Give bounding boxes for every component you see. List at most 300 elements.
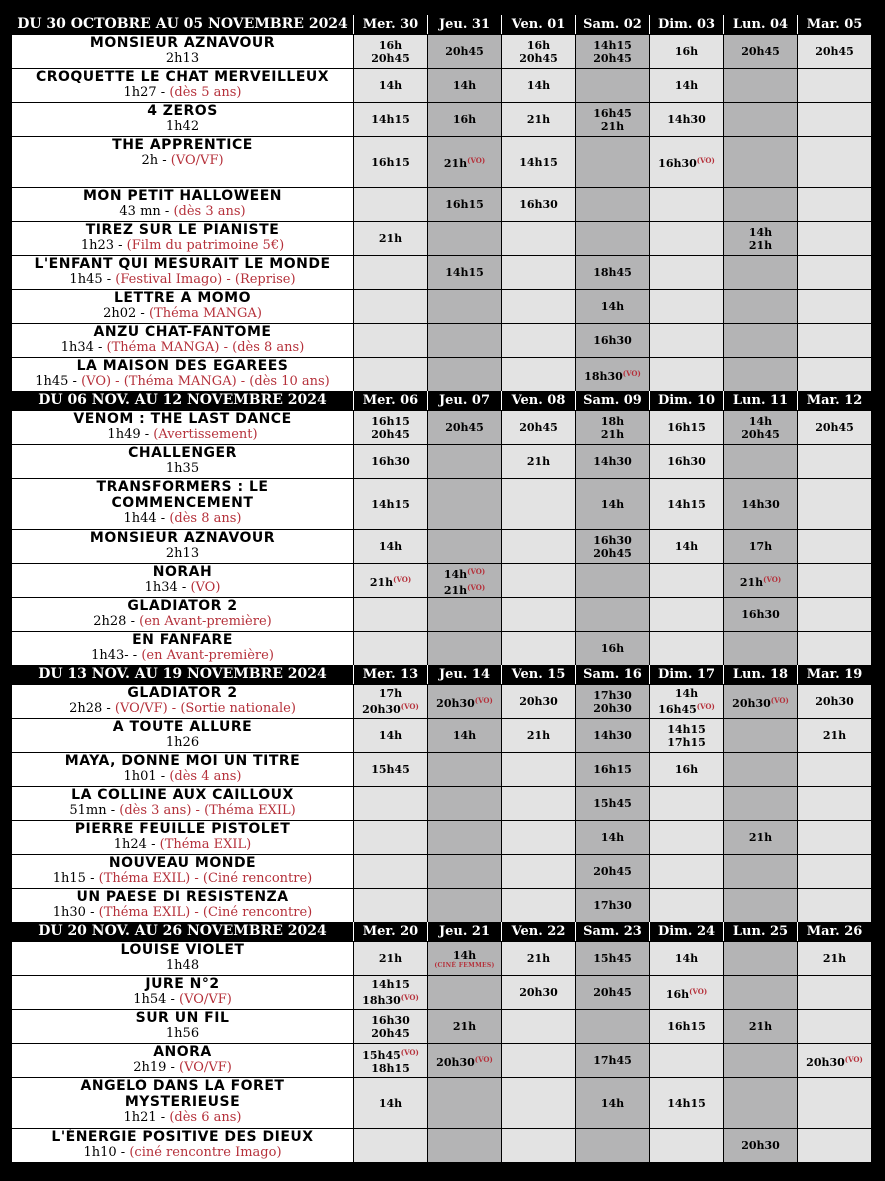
showtime: 16h: [452, 113, 477, 126]
showtime-cell: [723, 222, 797, 255]
showtime-cell: [427, 479, 501, 529]
version-tag: (VO): [844, 1054, 863, 1064]
showtime-cell: [797, 35, 871, 68]
film-title: TIREZ SUR LE PIANISTE: [85, 222, 280, 238]
showtime-cell: [427, 324, 501, 357]
showtime-cell: [353, 290, 427, 323]
showtime-cell: [797, 632, 871, 665]
showtime-cell: [575, 188, 649, 221]
film-meta: [12, 1026, 353, 1042]
week-block: [12, 922, 872, 1162]
showtime-cell: [649, 787, 723, 820]
film-title: EN FANFARE: [132, 632, 233, 648]
showtime-cell: [723, 35, 797, 68]
showtime-cell: [353, 137, 427, 187]
film-title: ANGELO DANS LA FORET: [80, 1078, 285, 1094]
showtime-cell: [353, 445, 427, 478]
showtime: 14h15: [371, 497, 410, 511]
showtime-cell: [501, 103, 575, 136]
film-title: LOUISE VIOLET: [120, 942, 245, 958]
film-row: [12, 718, 872, 752]
showtime-cell: [427, 69, 501, 102]
film-duration: 1h15: [52, 871, 86, 886]
film-info: [12, 256, 353, 289]
showtime: 14h: [452, 79, 477, 92]
showtime-cell: [649, 358, 723, 391]
showtime-cell: [427, 222, 501, 255]
film-duration: 1h49: [107, 427, 141, 442]
day-header: Jeu. 21: [427, 922, 501, 941]
showtime: 20h45: [371, 427, 410, 441]
day-header: Ven. 22: [501, 922, 575, 941]
showtime: 20h45: [593, 986, 632, 999]
showtime-cell: [723, 1129, 797, 1162]
film-row: [12, 786, 872, 820]
day-header: Mer. 13: [353, 665, 427, 684]
film-title: PIERRE FEUILLE PISTOLET: [74, 821, 291, 837]
day-header: Mar. 19: [797, 665, 871, 684]
showtime-cell: [501, 1010, 575, 1043]
showtime-cell: [501, 445, 575, 478]
showtime-cell: [427, 35, 501, 68]
day-header: Mar. 12: [797, 391, 871, 410]
film-duration: 1h21: [123, 1110, 157, 1125]
film-tags: (Théma EXIL) - (Ciné rencontre): [98, 905, 313, 920]
film-title: UN PAESE DI RESISTENZA: [76, 889, 289, 905]
showtime: 18h15: [371, 1062, 410, 1075]
film-info: [12, 1129, 353, 1162]
week-range: DU 20 NOV. AU 26 NOVEMBRE 2024: [12, 922, 353, 941]
version-tag: (VO): [622, 368, 641, 378]
film-title: MONSIEUR AZNAVOUR: [89, 530, 276, 546]
day-header: Dim. 17: [649, 665, 723, 684]
showtime-cell: [797, 445, 871, 478]
showtime-cell: [427, 685, 501, 718]
film-tags: (Avertissement): [153, 427, 258, 442]
showtime-cell: [649, 222, 723, 255]
showtime: 21h: [600, 427, 625, 441]
showtime: 16h30: [667, 455, 706, 468]
showtime-note: (CINÉ FEMMES): [434, 961, 495, 969]
showtime: $21h^{(VO)}$: [443, 156, 486, 170]
film-row: [12, 1009, 872, 1043]
day-header: Mer. 20: [353, 922, 427, 941]
showtime-cell: [501, 632, 575, 665]
showtime: $14h^{(VO)}$: [443, 566, 486, 581]
showtime: 16h: [674, 763, 699, 776]
film-duration: 1h48: [165, 958, 200, 973]
showtime: 15h45: [593, 797, 632, 810]
showtime-cell: [575, 479, 649, 529]
showtime-cell: [353, 719, 427, 752]
showtime-cell: [723, 324, 797, 357]
film-meta: [12, 51, 353, 67]
film-info: [12, 358, 353, 391]
showtime-cell: [353, 632, 427, 665]
showtime-cell: [649, 137, 723, 187]
showtime: 16h15: [593, 763, 632, 776]
showtime-cell: [353, 685, 427, 718]
showtime-cell: [797, 821, 871, 854]
showtime-cell: [575, 69, 649, 102]
day-header: Jeu. 14: [427, 665, 501, 684]
showtime-cell: [353, 976, 427, 1009]
showtime: 14h15: [667, 722, 706, 736]
showtime-cell: [427, 632, 501, 665]
showtime-cell: [501, 855, 575, 888]
film-info: [12, 632, 353, 665]
showtime-cell: [797, 1010, 871, 1043]
showtime-cell: [427, 889, 501, 922]
showtime-cell: [649, 719, 723, 752]
showtime: 16h15: [371, 155, 410, 169]
showtime-cell: [575, 35, 649, 68]
showtime: 16h45: [593, 106, 632, 120]
week-block: [12, 391, 872, 665]
showtime-cell: [501, 719, 575, 752]
showtime-cell: [723, 479, 797, 529]
showtime: 20h30: [815, 695, 854, 708]
film-duration: 1h44: [123, 511, 157, 526]
day-header: Dim. 24: [649, 922, 723, 941]
version-tag: (VO): [696, 702, 715, 711]
showtime-cell: [353, 530, 427, 563]
showtime-cell: [723, 685, 797, 718]
showtime-cell: [797, 479, 871, 529]
film-row: [12, 631, 872, 665]
showtime-cell: [797, 188, 871, 221]
showtime: 16h15: [371, 414, 410, 428]
showtime-cell: [501, 222, 575, 255]
showtime-cell: [427, 855, 501, 888]
day-header: Ven. 08: [501, 391, 575, 410]
showtime: 14h: [378, 79, 403, 92]
showtime: 14h: [378, 1096, 403, 1110]
film-row: [12, 136, 872, 187]
film-duration: 1h27: [123, 85, 157, 100]
showtime-cell: [427, 942, 501, 975]
film-meta: 51mn - (dès 3 ans) - (Théma EXIL): [69, 803, 296, 818]
film-title: L'ÉNERGIE POSITIVE DES DIEUX: [51, 1129, 314, 1145]
week-range: DU 30 OCTOBRE AU 05 NOVEMBRE 2024: [12, 15, 353, 34]
showtime: 21h: [748, 238, 773, 252]
showtime: 16h: [526, 38, 551, 52]
film-info: [12, 753, 353, 786]
film-duration: 2h: [141, 153, 159, 168]
showtime: 14h: [378, 540, 403, 553]
showtime: $21h^{(VO)}$: [369, 574, 412, 589]
film-meta: 1h45 - (Festival Imago) - (Reprise): [69, 272, 296, 287]
showtime-cell: [649, 685, 723, 718]
film-info: [12, 889, 353, 922]
week-header: [12, 922, 872, 941]
showtime-cell: [575, 976, 649, 1009]
schedule-sheet: [12, 15, 872, 1162]
showtime-cell: [575, 855, 649, 888]
showtime-cell: [723, 530, 797, 563]
showtime: 14h30: [593, 455, 632, 468]
showtime: 21h: [526, 455, 551, 468]
showtime: 16h30: [741, 608, 780, 621]
film-title: MONSIEUR AZNAVOUR: [89, 35, 276, 51]
showtime-cell: [501, 976, 575, 1009]
showtime-cell: [353, 35, 427, 68]
showtime: 16h15: [667, 421, 706, 434]
day-header: Sam. 23: [575, 922, 649, 941]
film-title: TRANSFORMERS : LE: [96, 479, 269, 495]
showtime-cell: [427, 103, 501, 136]
showtime-cell: [649, 1010, 723, 1043]
film-title: CROQUETTE LE CHAT MERVEILLEUX: [35, 69, 330, 85]
showtime-cell: [427, 411, 501, 444]
showtime-cell: [797, 1044, 871, 1077]
showtime: 21h: [600, 119, 625, 133]
showtime-cell: [575, 290, 649, 323]
showtime-cell: [797, 222, 871, 255]
showtime-cell: [797, 753, 871, 786]
showtime-cell: [797, 256, 871, 289]
showtime-cell: [575, 358, 649, 391]
showtime-cell: [723, 1044, 797, 1077]
showtime: 14h: [748, 414, 773, 428]
showtime: 14h: [674, 952, 699, 965]
film-meta: 1h54 - (VO/VF): [133, 992, 232, 1007]
showtime-cell: [501, 35, 575, 68]
showtime-cell: [575, 632, 649, 665]
film-tags: (VO/VF): [179, 1060, 232, 1075]
film-title: LA COLLINE AUX CAILLOUX: [71, 787, 294, 803]
showtime-cell: [501, 479, 575, 529]
showtime-cell: [353, 598, 427, 631]
showtime: $20h30^{(VO)}$: [806, 1054, 863, 1069]
showtime-cell: [427, 1010, 501, 1043]
showtime-cell: [427, 290, 501, 323]
film-row: [12, 34, 872, 68]
showtime-cell: [649, 290, 723, 323]
showtime: 17h15: [667, 735, 706, 749]
showtime: 17h30: [593, 688, 632, 702]
day-header: Ven. 15: [501, 665, 575, 684]
showtime: 20h45: [445, 45, 484, 58]
week-block: [12, 665, 872, 922]
week-block: [12, 15, 872, 391]
film-row: [12, 1043, 872, 1077]
film-title: COMMENCEMENT: [111, 495, 254, 511]
showtime-cell: [649, 69, 723, 102]
showtime: 14h: [600, 1096, 625, 1110]
film-row: [12, 975, 872, 1009]
showtime-cell: [353, 256, 427, 289]
showtime-cell: [427, 976, 501, 1009]
showtime-cell: [797, 564, 871, 597]
showtime-cell: [501, 889, 575, 922]
version-tag: (VO): [474, 695, 493, 705]
film-meta: [12, 119, 353, 135]
film-info: [12, 719, 353, 752]
day-header: Sam. 02: [575, 15, 649, 34]
week-range: DU 13 NOV. AU 19 NOVEMBRE 2024: [12, 665, 353, 684]
film-info: [12, 222, 353, 255]
showtime: 18h: [600, 414, 625, 428]
film-info: [12, 290, 353, 323]
showtime: 14h: [600, 300, 625, 313]
showtime: 17h30: [593, 899, 632, 912]
film-meta: 1h44 - (dès 8 ans): [123, 511, 242, 526]
film-row: [12, 289, 872, 323]
film-tags: (VO): [190, 580, 221, 595]
showtime: 17h: [378, 687, 403, 700]
showtime-cell: [353, 222, 427, 255]
showtime-cell: [649, 324, 723, 357]
film-duration: 1h56: [165, 1026, 200, 1041]
showtime-cell: [501, 787, 575, 820]
film-row: [12, 684, 872, 718]
film-duration: 43 mn: [119, 204, 161, 219]
day-header: Lun. 18: [723, 665, 797, 684]
film-meta: 2h19 - (VO/VF): [133, 1060, 232, 1075]
showtime: 21h: [748, 831, 773, 844]
film-title: ANORA: [153, 1044, 212, 1060]
film-info: [12, 1044, 353, 1077]
film-row: [12, 357, 872, 391]
film-tags: (Théma MANGA) - (dès 8 ans): [106, 340, 305, 355]
showtime: $20h30^{(VO)}$: [362, 702, 419, 716]
showtime-cell: [353, 324, 427, 357]
showtime-cell: [353, 69, 427, 102]
film-meta: 1h15 - (Théma EXIL) - (Ciné rencontre): [52, 871, 313, 886]
showtime: 14h: [748, 225, 773, 239]
showtime-cell: [723, 256, 797, 289]
showtime-cell: [649, 855, 723, 888]
showtime: 20h30: [519, 986, 558, 999]
showtime-cell: [575, 324, 649, 357]
showtime-cell: [575, 787, 649, 820]
film-duration: 2h28: [69, 701, 103, 716]
showtime-cell: [353, 1010, 427, 1043]
showtime-cell: [353, 787, 427, 820]
film-row: [12, 563, 872, 597]
film-duration: 1h30: [52, 905, 86, 920]
showtime-cell: [575, 256, 649, 289]
showtime-cell: [649, 1078, 723, 1128]
showtime-cell: [501, 324, 575, 357]
showtime: 14h30: [741, 497, 780, 511]
day-header: Jeu. 07: [427, 391, 501, 410]
showtime: $20h30^{(VO)}$: [732, 695, 789, 710]
film-meta: 1h27 - (dès 5 ans): [123, 85, 242, 100]
film-title: MON PETIT HALLOWEEN: [82, 188, 282, 204]
film-meta: 2h28 - (VO/VF) - (Sortie nationale): [69, 701, 296, 716]
showtime: $16h^{(VO)}$: [665, 986, 708, 1001]
day-header: Lun. 25: [723, 922, 797, 941]
showtime-cell: [797, 685, 871, 718]
film-title: L'ENFANT QUI MESURAIT LE MONDE: [34, 256, 331, 272]
showtime-cell: [797, 324, 871, 357]
showtime-cell: [501, 821, 575, 854]
showtime-cell: [649, 35, 723, 68]
showtime-cell: [649, 411, 723, 444]
showtime: 20h45: [371, 1026, 410, 1040]
film-meta: 1h01 - (dès 4 ans): [123, 769, 242, 784]
day-header: Ven. 01: [501, 15, 575, 34]
film-meta: 1h34 - (Théma MANGA) - (dès 8 ans): [60, 340, 305, 355]
showtime-cell: [575, 530, 649, 563]
day-header: Mer. 06: [353, 391, 427, 410]
showtime: 20h45: [593, 546, 632, 560]
showtime-cell: [649, 632, 723, 665]
film-duration: 1h54: [133, 992, 167, 1007]
showtime-cell: [427, 1044, 501, 1077]
film-duration: 1h45: [69, 272, 103, 287]
showtime-cell: [353, 942, 427, 975]
film-info: [12, 976, 353, 1009]
showtime: 14h15: [667, 1096, 706, 1110]
showtime: 17h: [748, 540, 773, 553]
film-info: [12, 188, 353, 221]
film-meta: 1h24 - (Théma EXIL): [113, 837, 252, 852]
film-duration: 2h02: [103, 306, 137, 321]
film-meta: 1h45 - (VO) - (Théma MANGA) - (dès 10 ans): [35, 374, 330, 389]
version-tag: (VO): [393, 574, 412, 584]
film-duration: 1h34: [144, 580, 178, 595]
film-info: [12, 821, 353, 854]
film-meta: [12, 735, 353, 751]
film-info: [12, 855, 353, 888]
film-duration: 1h23: [80, 238, 114, 253]
film-info: [12, 103, 353, 136]
showtime-cell: [649, 479, 723, 529]
day-header: Jeu. 31: [427, 15, 501, 34]
showtime: 14h: [378, 729, 403, 742]
showtime: 20h30: [519, 695, 558, 708]
showtime-cell: [723, 942, 797, 975]
showtime: 21h: [378, 952, 403, 965]
day-header: Dim. 03: [649, 15, 723, 34]
showtime-cell: [723, 564, 797, 597]
showtime: 14h: [526, 79, 551, 92]
showtime-cell: [575, 889, 649, 922]
version-tag: (VO): [467, 582, 486, 592]
showtime-cell: [649, 976, 723, 1009]
showtime-cell: [575, 103, 649, 136]
showtime-cell: [427, 753, 501, 786]
showtime-cell: [427, 598, 501, 631]
showtime-cell: [723, 137, 797, 187]
showtime-cell: [649, 103, 723, 136]
day-header: Mar. 26: [797, 922, 871, 941]
showtime-cell: [427, 719, 501, 752]
showtime: $21h^{(VO)}$: [443, 582, 486, 597]
day-header: Mar. 05: [797, 15, 871, 34]
film-info: [12, 69, 353, 102]
film-row: [12, 102, 872, 136]
film-info: [12, 598, 353, 631]
showtime: 14h15: [519, 155, 558, 169]
showtime: 14h: [600, 497, 625, 511]
showtime-cell: [723, 889, 797, 922]
film-info: [12, 479, 353, 529]
showtime-cell: [575, 719, 649, 752]
film-meta: [12, 546, 353, 562]
showtime-cell: [797, 855, 871, 888]
film-info: [12, 35, 353, 68]
showtime-cell: [353, 188, 427, 221]
showtime: 21h: [822, 952, 847, 965]
showtime: 18h45: [593, 266, 632, 279]
showtime-cell: [649, 821, 723, 854]
showtime-cell: [649, 445, 723, 478]
day-header: Lun. 04: [723, 15, 797, 34]
